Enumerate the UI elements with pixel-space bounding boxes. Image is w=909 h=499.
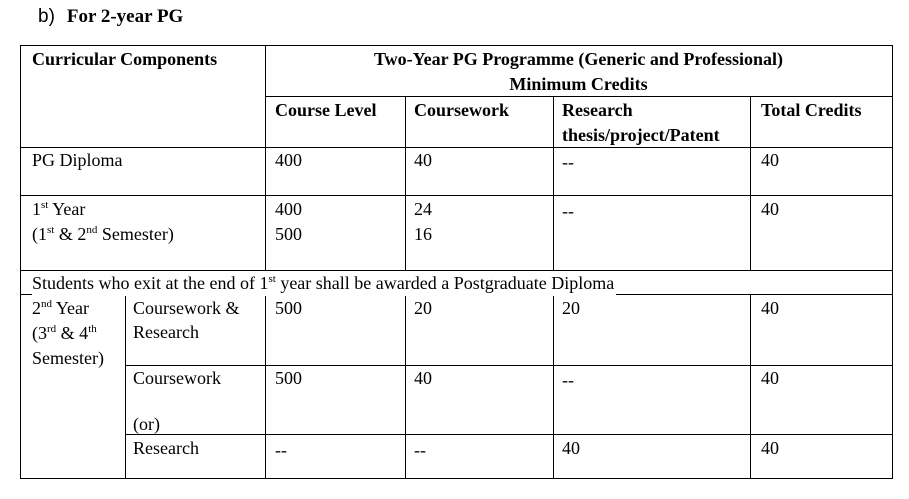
section-title: For 2-year PG (66, 6, 184, 27)
first-year-research: -- (562, 201, 574, 221)
column-divider (405, 294, 406, 479)
column-divider (405, 96, 406, 271)
header-programme-title: Two-Year PG Programme (Generic and Professional) (373, 49, 784, 69)
subcolumn-divider (125, 294, 126, 479)
header-research: Research (562, 100, 633, 120)
row1-research: 20 (562, 298, 580, 318)
table-border-left (20, 45, 21, 479)
component-coursework: Coursework (133, 368, 221, 388)
header-coursework: Coursework (414, 100, 509, 120)
pg-diploma-coursework: 40 (414, 150, 432, 170)
row-divider (20, 195, 893, 196)
row3-coursework: -- (414, 440, 426, 460)
first-year-label: 1st Year (32, 199, 86, 219)
row2-coursework: 40 (414, 368, 432, 388)
row2-course-level: 500 (275, 368, 302, 388)
first-year-course-level-2: 500 (275, 224, 302, 244)
row2-total: 40 (761, 368, 779, 388)
header-total-credits: Total Credits (761, 100, 862, 120)
first-year-coursework-2: 16 (414, 224, 432, 244)
column-divider (750, 96, 751, 271)
second-year-semester-word: Semester) (32, 348, 104, 368)
component-research: Research (133, 438, 199, 458)
column-divider (265, 294, 266, 479)
section-marker: b) (38, 6, 55, 27)
header-course-level: Course Level (275, 100, 377, 120)
second-year-semesters: (3rd & 4th (32, 323, 97, 343)
component-coursework-research: Coursework & (133, 298, 240, 318)
table-border-top (20, 45, 893, 46)
first-year-coursework-1: 24 (414, 199, 432, 219)
header-minimum-credits: Minimum Credits (509, 74, 648, 94)
pg-diploma-course-level: 400 (275, 150, 302, 170)
row3-total: 40 (761, 438, 779, 458)
row-divider (125, 434, 893, 435)
column-divider (750, 294, 751, 479)
first-year-course-level-1: 400 (275, 199, 302, 219)
pg-diploma-label: PG Diploma (32, 150, 123, 170)
exit-note: Students who exit at the end of 1st year shall be awarded a Postgraduate Diploma (32, 271, 616, 296)
second-year-label: 2nd Year (32, 298, 90, 318)
first-year-semesters: (1st & 2nd Semester) (32, 224, 174, 244)
row1-total: 40 (761, 298, 779, 318)
component-or: (or) (133, 414, 160, 434)
header-research-detail: thesis/project/Patent (562, 125, 720, 145)
table-border-right (892, 45, 893, 479)
row1-coursework: 20 (414, 298, 432, 318)
column-divider (553, 294, 554, 479)
header-curricular-components: Curricular Components (32, 49, 218, 69)
row2-research: -- (562, 370, 574, 390)
pg-diploma-total: 40 (761, 150, 779, 170)
row1-course-level: 500 (275, 298, 302, 318)
first-year-total: 40 (761, 199, 779, 219)
row3-research: 40 (562, 438, 580, 458)
pg-diploma-research: -- (562, 152, 574, 172)
table-border-bottom (20, 478, 893, 479)
component-coursework-research-line2: Research (133, 322, 199, 342)
section-heading (38, 6, 183, 28)
row3-course-level: -- (275, 440, 287, 460)
column-divider (553, 96, 554, 271)
